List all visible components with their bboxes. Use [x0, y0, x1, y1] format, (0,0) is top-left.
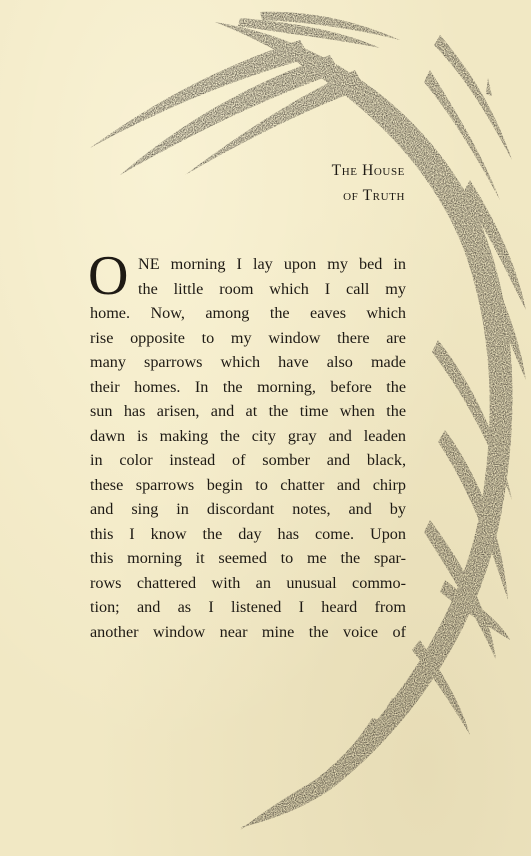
text-line: rows chattered with an unusual commo-	[90, 573, 406, 592]
text-line: rise opposite to my window there are	[90, 328, 406, 347]
text-line: many sparrows which have also made	[90, 353, 406, 371]
text-line: another window near mine the voice of	[90, 622, 406, 641]
text-line: this morning it seemed to me the spar-	[90, 549, 406, 567]
text-line: NE morning I lay upon my bed in	[138, 255, 406, 273]
text-line: home. Now, among the eaves which	[90, 304, 406, 322]
text-line: dawn is making the city gray and leaden	[90, 426, 406, 445]
chapter-title-line-2: of Truth	[343, 187, 405, 204]
chapter-title-line-1: The House	[331, 162, 405, 179]
text-line: sun has arisen, and at the time when the	[90, 402, 406, 420]
text-line: in color instead of somber and black,	[90, 451, 406, 469]
text-line: these sparrows begin to chatter and chirp	[90, 475, 406, 494]
text-line: the little room which I call my	[138, 279, 406, 298]
text-line: their homes. In the morning, before the	[90, 377, 406, 396]
body-paragraph	[88, 245, 406, 644]
text-line: and sing in discordant notes, and by	[90, 500, 406, 518]
text-line: tion; and as I listened I heard from	[90, 598, 406, 616]
text-line: this I know the day has come. Upon	[90, 524, 406, 543]
drop-cap: O	[88, 245, 129, 307]
